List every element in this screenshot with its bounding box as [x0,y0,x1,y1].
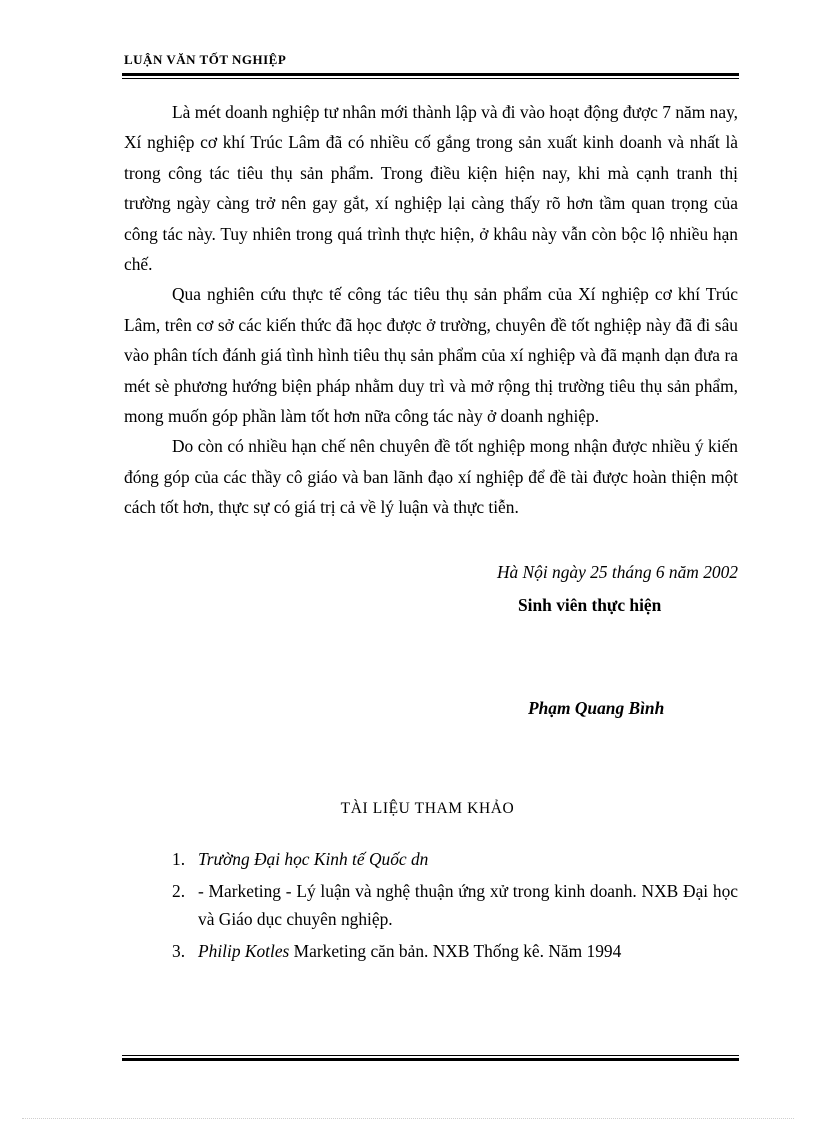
reference-item [172,877,738,933]
paragraph: Qua nghiên cứu thực tế công tác tiêu thụ sản phẩm của Xí nghiệp cơ khí Trúc Lâm, trên cơ sở các kiến thức đã học được ở trường, chuyên đề tốt nghiệp này đã đi sâu vào phân tích đánh giá tình hình tiêu thụ sản phẩm của xí nghiệp và đã mạnh dạn đưa ra mét sè phương hướng biện pháp nhằm duy trì và mở rộng thị trường tiêu thụ sản phẩm, mong muốn góp phần làm tốt hơn nữa công tác này ở doanh nghiệp. [124,284,738,427]
reference-number: 2. [172,881,186,901]
paragraph: Là mét doanh nghiệp tư nhân mới thành lập và đi vào hoạt động được 7 năm nay, Xí nghiệp cơ khí Trúc Lâm đã có nhiều cố gắng trong sản xuất kinh doanh và nhất là trong công tác tiêu thụ sản phẩm. Trong điều kiện hiện nay, khi mà cạnh tranh thị trường ngày càng trở nên gay gắt, xí nghiệp lại càng thấy rõ hơn tầm quan trọng của công tác này. Tuy nhiên trong quá trình thực hiện, ở khâu này vẫn còn bộc lộ nhiều hạn chế. [124,102,738,275]
body-text [124,97,738,523]
reference-author: Trường Đại học Kinh tế Quốc dn [198,849,429,869]
reference-detail: Marketing căn bản. NXB Thống kê. Năm 1994 [289,941,622,961]
signer-name: Phạm Quang Bình [528,698,665,718]
reference-text [198,845,738,873]
references-title: TÀI LIỆU THAM KHẢO [340,800,515,817]
signature-date: Hà Nội ngày 25 tháng 6 năm 2002 [496,562,738,582]
running-header: LUẬN VĂN TỐT NGHIỆP [124,52,287,67]
header-rule-thick [122,73,739,76]
references-list [172,845,738,969]
reference-item [172,937,738,965]
signer-role: Sinh viên thực hiện [518,595,662,615]
page-edge-divider [22,1118,794,1119]
footer-rule-thin [122,1055,739,1056]
reference-item [172,845,738,873]
reference-text [198,877,738,933]
header-rule-thin [122,78,739,79]
reference-author: Philip Kotles [198,941,290,961]
reference-number: 3. [172,941,186,961]
reference-number: 1. [172,849,186,869]
reference-detail: - Marketing - Lý luận và nghệ thuận ứng xử trong kinh doanh. NXB Đại học và Giáo dục chuyên nghiệp. [198,881,738,929]
paragraph: Do còn có nhiều hạn chế nên chuyên đề tốt nghiệp mong nhận được nhiều ý kiến đóng góp của các thầy cô giáo và ban lãnh đạo xí nghiệp để đề tài được hoàn thiện một cách tốt hơn, thực sự có giá trị cả về lý luận và thực tiễn. [124,436,738,518]
footer-rule-thick [122,1058,739,1061]
reference-text [198,937,738,965]
